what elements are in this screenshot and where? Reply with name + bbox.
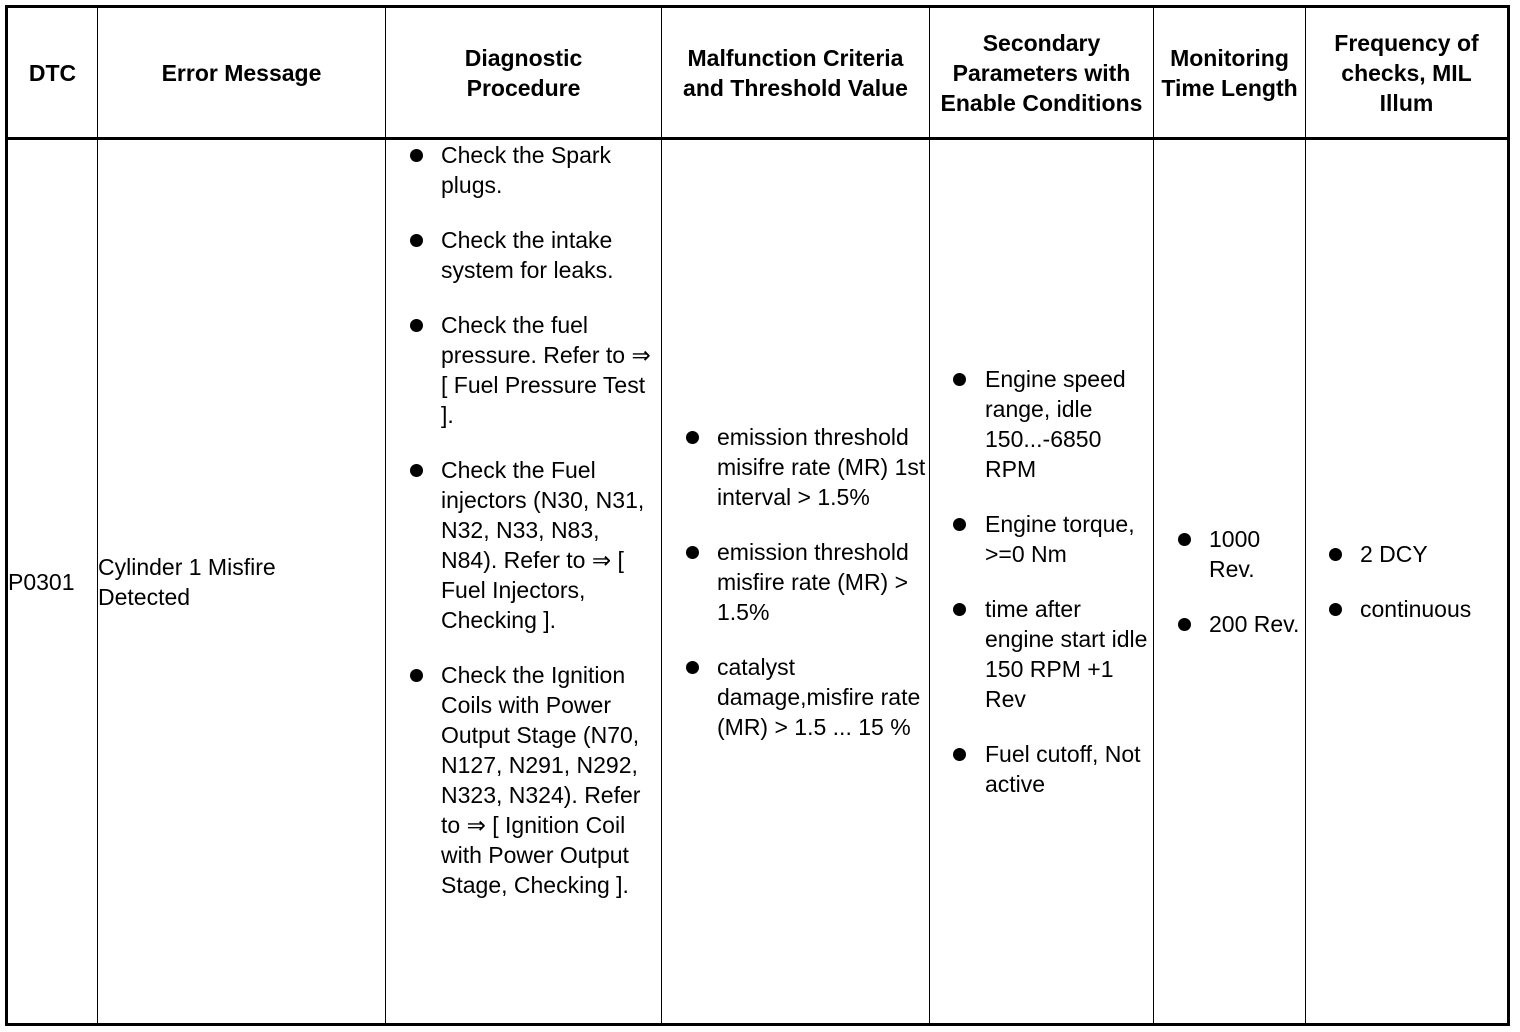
list-item <box>930 594 1153 714</box>
table-row <box>7 139 1509 1025</box>
list-item <box>662 422 929 512</box>
list-item <box>1154 609 1305 639</box>
header-frequency <box>1306 7 1509 139</box>
list-item <box>1306 594 1507 624</box>
frequency-list <box>1306 539 1507 624</box>
diagnostic-procedure-cell <box>386 139 662 1025</box>
list-item-text: time after engine start idle 150 RPM +1 Rev <box>985 596 1148 712</box>
table-header-row <box>7 7 1509 139</box>
list-item <box>386 455 661 635</box>
list-item-text: emission threshold misifre rate (MR) 1st interval > 1.5% <box>717 423 926 510</box>
bullet-icon <box>1329 548 1342 561</box>
diagnostic-procedure-list <box>386 140 661 900</box>
list-item-text: Engine speed range, idle 150...-6850 RPM <box>985 366 1126 482</box>
frequency-cell <box>1306 139 1509 1025</box>
bullet-icon <box>686 431 699 444</box>
bullet-icon <box>686 661 699 674</box>
list-item <box>930 739 1153 799</box>
dtc-table <box>5 5 1510 1026</box>
list-item-text: Engine torque, >=0 Nm <box>985 511 1135 567</box>
monitoring-time-list <box>1154 524 1305 639</box>
bullet-icon <box>686 546 699 559</box>
list-item-text: continuous <box>1360 596 1472 622</box>
bullet-icon <box>1178 533 1191 546</box>
list-item <box>386 660 661 900</box>
header-frequency-text: Frequency of checks, MIL Illum <box>1334 29 1479 116</box>
error-message <box>98 139 386 1025</box>
secondary-parameters-list <box>930 364 1153 799</box>
list-item-text: Check the Fuel injectors (N30, N31, N32, N33, N83, N84). Refer to ⇒ [ Fuel Injectors, Checking ]. <box>441 457 645 633</box>
list-item <box>930 364 1153 484</box>
header-secondary-parameters: Secondary Parameters with Enable Conditions <box>930 7 1154 139</box>
bullet-icon <box>1329 603 1342 616</box>
header-error-message: Error Message <box>98 7 386 139</box>
list-item-text: emission threshold misfire rate (MR) > 1.5% <box>717 538 909 625</box>
dtc-code: P0301 <box>7 139 98 1025</box>
list-item-text: Check the fuel pressure. Refer to ⇒ [ Fuel Pressure Test ]. <box>441 312 651 428</box>
list-item-text: Check the Spark plugs. <box>441 142 612 198</box>
list-item <box>662 537 929 627</box>
header-dtc: DTC <box>7 7 98 139</box>
list-item <box>386 225 661 285</box>
bullet-icon <box>410 149 423 162</box>
list-item-text: 1000 Rev. <box>1209 526 1261 582</box>
header-malfunction-criteria: Malfunction Criteria and Threshold Value <box>662 7 930 139</box>
bullet-icon <box>410 234 423 247</box>
malfunction-criteria-list <box>662 422 929 742</box>
list-item-text: Check the intake system for leaks. <box>441 227 614 283</box>
list-item-text: 2 DCY <box>1360 541 1428 567</box>
bullet-icon <box>410 319 423 332</box>
bullet-icon <box>1178 618 1191 631</box>
list-item-text: 200 Rev. <box>1209 611 1300 637</box>
bullet-icon <box>953 748 966 761</box>
list-item <box>930 509 1153 569</box>
list-item <box>1306 539 1507 569</box>
list-item <box>386 310 661 430</box>
bullet-icon <box>953 603 966 616</box>
bullet-icon <box>410 464 423 477</box>
secondary-parameters-cell <box>930 139 1154 1025</box>
error-message-text: Cylinder 1 Misfire Detected <box>98 553 276 610</box>
header-diagnostic-procedure <box>386 7 662 139</box>
bullet-icon <box>953 518 966 531</box>
bullet-icon <box>953 373 966 386</box>
list-item-text: Fuel cutoff, Not active <box>985 741 1141 797</box>
malfunction-criteria-cell <box>662 139 930 1025</box>
list-item-text: Check the Ignition Coils with Power Output Stage (N70, N127, N291, N292, N323, N324). Refer to ⇒ [ Ignition Coil with Power Output Stage, Checking ]. <box>441 662 641 898</box>
bullet-icon <box>410 669 423 682</box>
list-item-text: catalyst damage,misfire rate (MR) > 1.5 ... 15 % <box>717 653 921 740</box>
monitoring-time-cell <box>1154 139 1306 1025</box>
list-item <box>386 140 661 200</box>
header-diagnostic-procedure-text: Diagnostic Procedure <box>464 44 583 101</box>
list-item <box>662 652 929 742</box>
header-monitoring-time: Monitoring Time Length <box>1154 7 1306 139</box>
list-item <box>1154 524 1305 584</box>
